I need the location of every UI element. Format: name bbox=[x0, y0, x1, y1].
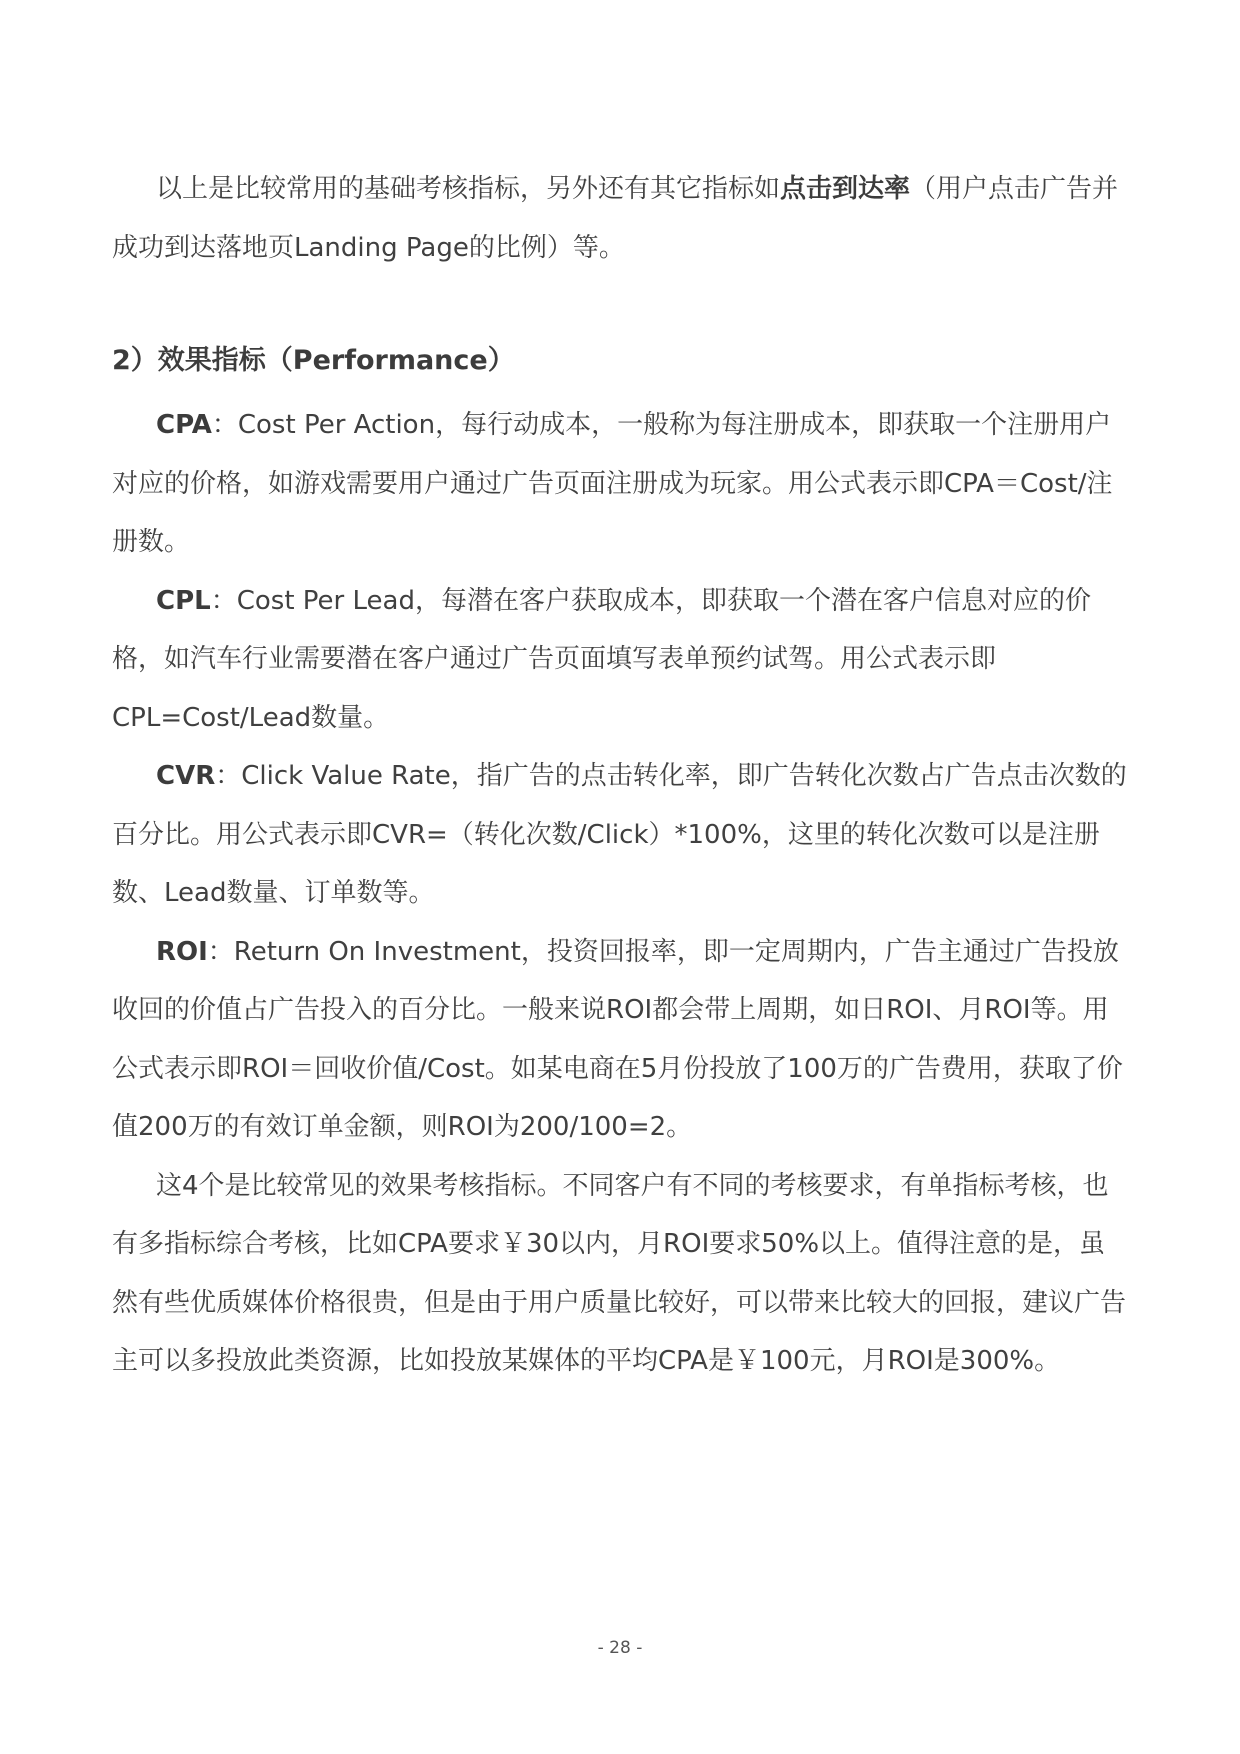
summary-paragraph: 这4个是比较常见的效果考核指标。不同客户有不同的考核要求，有单指标考核，也有多指标综合考核，比如CPA要求￥30以内，月ROI要求50%以上。值得注意的是，虽然有些优质媒体价格很贵，但是由于用户质量比较好，可以带来比较大的回报，建议广告主可以多投放此类资源，比如投放某媒体的平均CPA是￥100元，月ROI是300%。 bbox=[112, 1170, 1127, 1376]
section-title: 2）效果指标（Performance） bbox=[112, 345, 515, 376]
metric-roi-term: ROI bbox=[156, 936, 208, 967]
intro-bold-term: 点击到达率 bbox=[780, 174, 911, 204]
metric-cvr-paragraph bbox=[112, 747, 1128, 923]
metric-roi-text: ：Return On Investment，投资回报率，即一定周期内，广告主通过广告投放收回的价值占广告投入的百分比。一般来说ROI都会带上周期，如日ROI、月ROI等。用公式表示即ROI＝回收价值/Cost。如某电商在5月份投放了100万的广告费用，获取了价值200万的有效订单金额，则ROI为200/100=2。 bbox=[112, 936, 1123, 1142]
metric-cpa-paragraph bbox=[112, 396, 1128, 572]
metric-cvr-text: ：Click Value Rate，指广告的点击转化率，即广告转化次数占广告点击次数的百分比。用公式表示即CVR=（转化次数/Click）*100%，这里的转化次数可以是注册数、Lead数量、订单数等。 bbox=[112, 761, 1127, 908]
metric-cpl-paragraph bbox=[112, 572, 1128, 748]
page-number: - 28 - bbox=[597, 1638, 643, 1658]
metric-roi-paragraph bbox=[112, 923, 1128, 1157]
metric-cpl-text: ：Cost Per Lead，每潜在客户获取成本，即获取一个潜在客户信息对应的价格，如汽车行业需要潜在客户通过广告页面填写表单预约试驾。用公式表示即CPL=Cost/Lead数量。 bbox=[112, 585, 1091, 733]
intro-paragraph bbox=[112, 160, 1128, 277]
page-content bbox=[112, 160, 1128, 1391]
metric-cpa-term: CPA bbox=[156, 410, 212, 440]
intro-text-after: （用户点击广告并成功到达落地页Landing Page的比例）等。 bbox=[112, 174, 1119, 263]
metric-cpa-text: ：Cost Per Action，每行动成本，一般称为每注册成本，即获取一个注册用户对应的价格，如游戏需要用户通过广告页面注册成为玩家。用公式表示即CPA＝Cost/注册数。 bbox=[112, 410, 1113, 557]
metric-cpl-term: CPL bbox=[156, 585, 211, 616]
intro-text-before: 以上是比较常用的基础考核指标，另外还有其它指标如 bbox=[156, 174, 781, 204]
metric-cvr-term: CVR bbox=[156, 761, 216, 791]
